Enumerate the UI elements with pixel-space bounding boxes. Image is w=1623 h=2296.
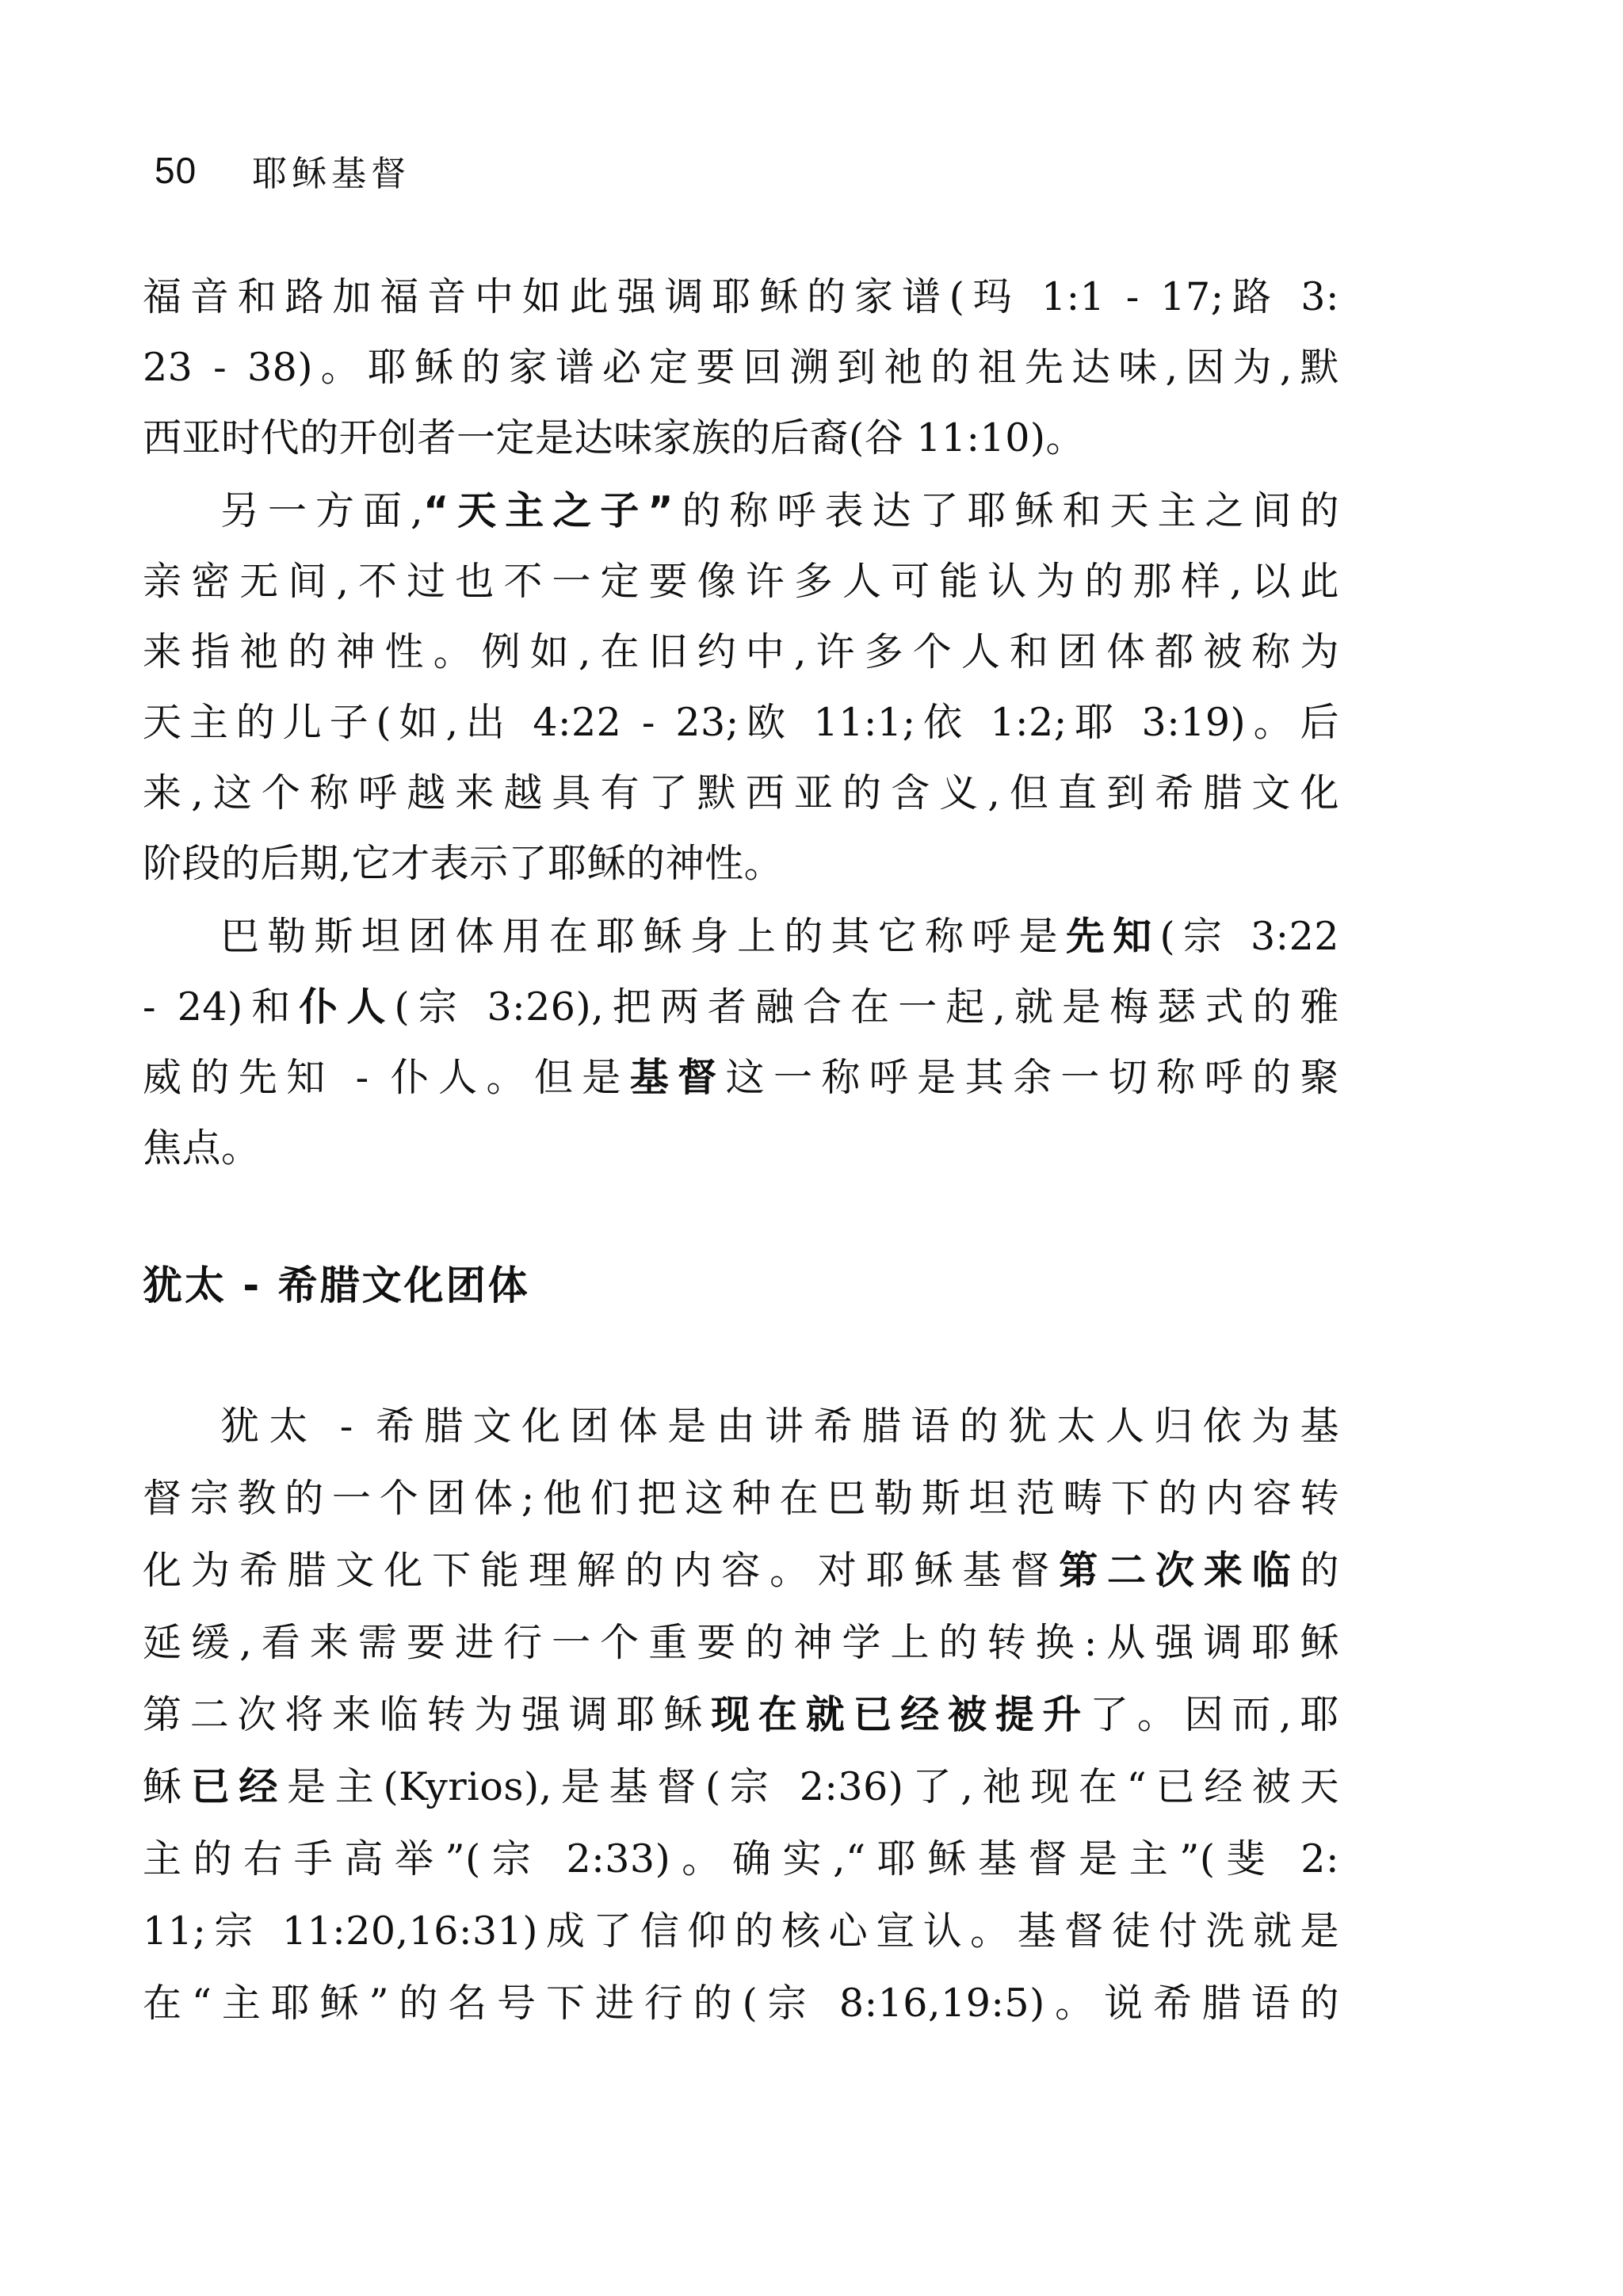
- text-run: 主的右手高举”(宗 2:33)。确实,“耶稣基督是主”(斐 2:: [143, 1836, 1339, 1881]
- emphasized-term: 基督: [629, 1055, 726, 1100]
- text-run: 延缓,看来需要进行一个重要的神学上的转换:从强调耶稣: [143, 1620, 1339, 1665]
- text-line: [143, 1762, 1339, 1813]
- text-run: 来指祂的神性。例如,在旧约中,许多个人和团体都被称为: [143, 629, 1339, 674]
- text-run: 的称呼表达了耶稣和天主之间的: [673, 488, 1339, 533]
- emphasized-term: 已经: [190, 1764, 288, 1809]
- text-run: 巴勒斯坦团体用在耶稣身上的其它称呼是: [220, 914, 1066, 959]
- running-title: 耶稣基督: [252, 154, 411, 194]
- text-line: [143, 272, 1339, 323]
- emphasized-term: 第二次来临: [1059, 1548, 1300, 1593]
- page-number: 50: [155, 150, 197, 191]
- text-run: 是主(Kyrios),是基督(宗 2:36)了,祂现在“已经被天: [287, 1764, 1339, 1809]
- text-line: [143, 911, 1339, 962]
- text-run: 亲密无间,不过也不一定要像许多人可能认为的那样,以此: [143, 559, 1339, 604]
- text-run: 了。因而,耶: [1090, 1692, 1339, 1737]
- text-run: 化为希腊文化下能理解的内容。对耶稣基督: [143, 1548, 1060, 1593]
- text-run: 焦点。: [143, 1125, 261, 1171]
- text-line: [143, 1618, 1339, 1668]
- text-line: [143, 342, 1339, 393]
- text-line: [143, 1473, 1339, 1524]
- text-run: 在“主耶稣”的名号下进行的(宗 8:16,19:5)。说希腊语的: [143, 1981, 1339, 2026]
- emphasized-term: 仆人: [299, 984, 395, 1030]
- text-line: [143, 1906, 1339, 1957]
- text-line: [143, 768, 1339, 819]
- text-run: 阶段的后期,它才表示了耶稣的神性。: [143, 841, 784, 886]
- text-run: 另一方面,: [220, 488, 424, 533]
- text-run: 第二次将来临转为强调耶稣: [143, 1692, 712, 1737]
- text-run: 这一称呼是其余一切称呼的聚: [725, 1055, 1339, 1100]
- text-line: [143, 486, 1339, 537]
- text-run: 来,这个称呼越来越具有了默西亚的含义,但直到希腊文化: [143, 770, 1339, 816]
- text-line: [143, 1123, 1339, 1174]
- emphasized-term: 先知: [1065, 914, 1160, 959]
- text-line: [143, 1834, 1339, 1885]
- emphasized-term: “天主之子”: [423, 488, 674, 533]
- text-run: 的: [1300, 1548, 1339, 1593]
- text-run: 天主的儿子(如,出 4:22 - 23;欧 11:1;依 1:2;耶 3:19)。后: [143, 700, 1339, 745]
- text-run: 威的先知 - 仆人。但是: [143, 1055, 630, 1100]
- page-header: [155, 143, 411, 198]
- text-run: 11;宗 11:20,16:31)成了信仰的核心宣认。基督徒付洗就是: [143, 1908, 1339, 1954]
- text-line: [143, 627, 1339, 678]
- text-line: [143, 1545, 1339, 1596]
- text-run: - 24)和: [143, 984, 300, 1030]
- section-heading: 犹太 - 希腊文化团体: [143, 1263, 530, 1308]
- text-run: (宗 3:26),把两者融合在一起,就是梅瑟式的雅: [394, 984, 1339, 1030]
- text-run: 福音和路加福音中如此强调耶稣的家谱(玛 1:1 - 17;路 3:: [143, 274, 1339, 319]
- text-run: (宗 3:22: [1159, 914, 1339, 959]
- text-line: [143, 413, 1339, 464]
- text-run: 23 - 38)。耶稣的家谱必定要回溯到祂的祖先达味,因为,默: [143, 345, 1339, 390]
- text-line: [143, 839, 1339, 889]
- text-run: 犹太 - 希腊文化团体是由讲希腊语的犹太人归依为基: [220, 1404, 1339, 1449]
- emphasized-term: 现在就已经被提升: [711, 1692, 1090, 1737]
- text-run: 稣: [143, 1764, 191, 1809]
- text-line: [143, 1401, 1339, 1452]
- text-run: 督宗教的一个团体;他们把这种在巴勒斯坦范畴下的内容转: [143, 1476, 1339, 1521]
- text-line: [143, 697, 1339, 748]
- text-line: [143, 982, 1339, 1033]
- text-line: [143, 1052, 1339, 1103]
- text-line: [143, 1978, 1339, 2029]
- text-line: [143, 1690, 1339, 1740]
- text-line: [143, 556, 1339, 607]
- text-run: 西亚时代的开创者一定是达味家族的后裔(谷 11:10)。: [143, 415, 1086, 460]
